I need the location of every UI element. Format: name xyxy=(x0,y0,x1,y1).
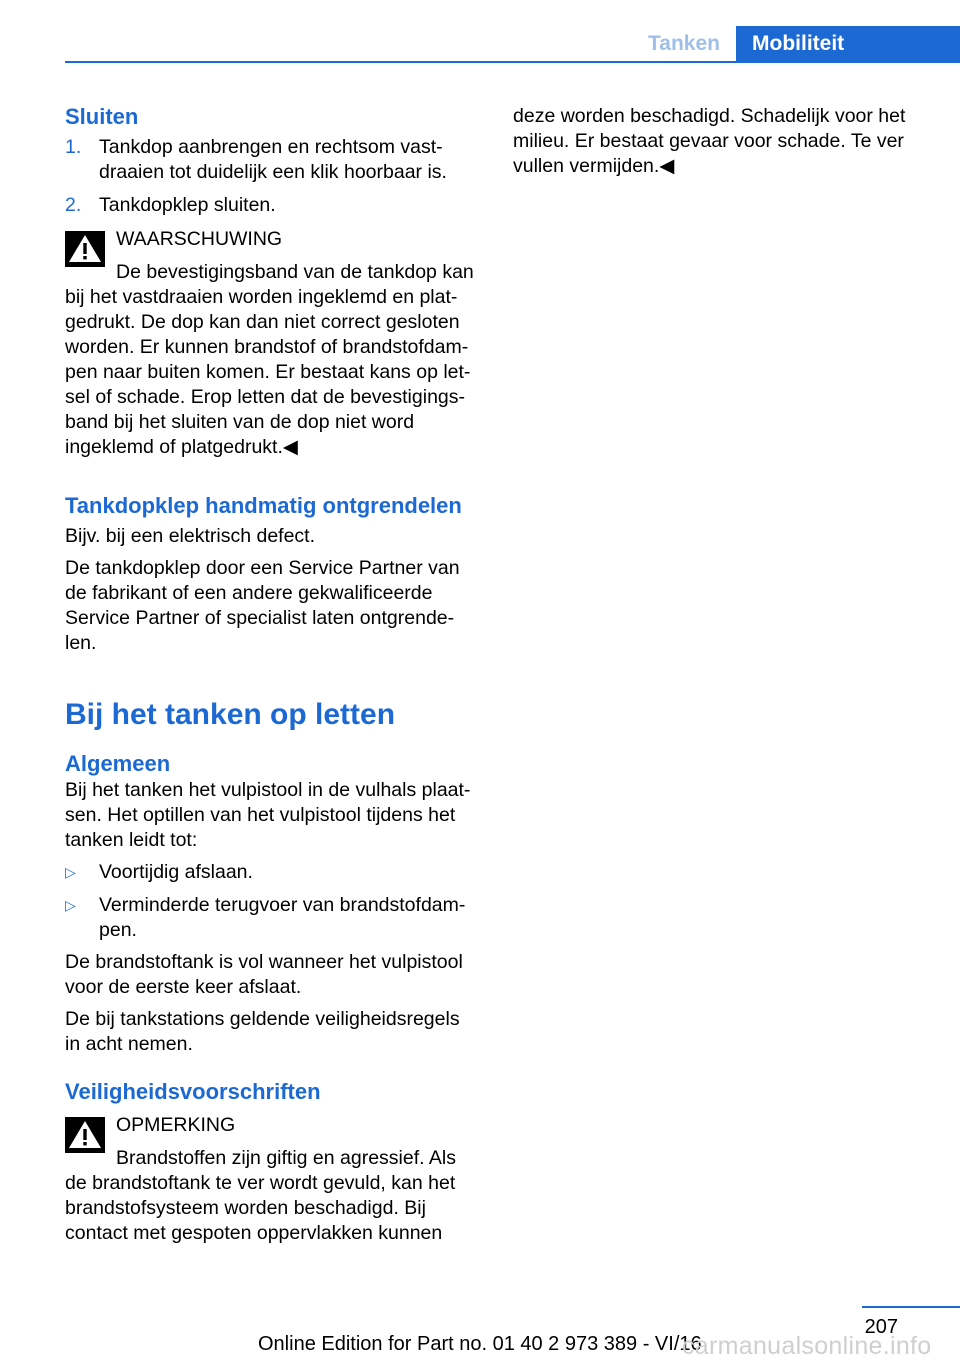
list-item xyxy=(65,860,483,885)
warning-title: OPMERKING xyxy=(116,1114,236,1136)
list-item xyxy=(65,135,483,185)
paragraph-line: tanken leidt tot: xyxy=(65,829,198,851)
paragraph-line: De bij tankstations geldende veiligheidsregels xyxy=(65,1008,460,1030)
header-rule xyxy=(65,61,960,63)
list-number: 1. xyxy=(65,136,82,158)
list-text: Voortijdig afslaan. xyxy=(99,861,253,883)
paragraph-line: Service Partner of specialist laten ontgrende- xyxy=(65,607,455,629)
paragraph xyxy=(65,1007,483,1057)
edition-footer: Online Edition for Part no. 01 40 2 973 389 - VI/16 xyxy=(258,1333,702,1355)
paragraph-line: milieu. Er bestaat gevaar voor schade. Te ver xyxy=(513,130,904,152)
paragraph xyxy=(65,950,483,1000)
warning-text: contact met gespoten oppervlakken kunnen xyxy=(65,1222,443,1244)
tab-tanken[interactable]: Tanken xyxy=(648,31,720,55)
paragraph xyxy=(65,556,483,656)
warning-icon xyxy=(65,231,105,267)
warning-text: bij het vastdraaien worden ingeklemd en plat- xyxy=(65,286,458,308)
list-text: draaien tot duidelijk een klik hoorbaar is. xyxy=(99,161,447,183)
warning-text: band bij het sluiten van de dop niet word xyxy=(65,411,415,433)
warning-text: worden. Er kunnen brandstof of brandstofdam- xyxy=(65,336,469,358)
list-number: 2. xyxy=(65,194,82,216)
warning-text: De bevestigingsband van de tankdop kan xyxy=(116,261,474,283)
paragraph-line: len. xyxy=(65,632,97,654)
paragraph-line: De tankdopklep door een Service Partner van xyxy=(65,557,460,579)
right-column xyxy=(513,104,923,179)
warning-text: brandstofsysteem worden beschadigd. Bij xyxy=(65,1197,426,1219)
page-number: 207 xyxy=(864,1316,898,1338)
watermark: carmanualsonline.info xyxy=(682,1332,932,1360)
warning-box xyxy=(65,1113,483,1246)
heading-bij-het-tanken: Bij het tanken op letten xyxy=(65,698,396,731)
paragraph-line: De brandstoftank is vol wanneer het vulpistool xyxy=(65,951,463,973)
paragraph-line: deze worden beschadigd. Schadelijk voor het xyxy=(513,105,906,127)
paragraph-line: Bij het tanken het vulpistool in de vulhals plaat- xyxy=(65,779,471,801)
paragraph-line: voor de eerste keer afslaat. xyxy=(65,976,302,998)
warning-text: gedrukt. De dop kan dan niet correct gesloten xyxy=(65,311,460,333)
warning-text: ingeklemd of platgedrukt.◀ xyxy=(65,436,298,458)
heading-handmatig: Tankdopklep handmatig ontgrendelen xyxy=(65,493,462,518)
list-text: pen. xyxy=(99,919,137,941)
tab-mobiliteit[interactable]: Mobiliteit xyxy=(736,26,960,61)
warning-title: WAARSCHUWING xyxy=(116,228,283,250)
triangle-bullet-icon: ▷ xyxy=(65,897,76,913)
warning-box xyxy=(65,227,483,460)
warning-text: de brandstoftank te ver wordt gevuld, kan het xyxy=(65,1172,456,1194)
triangle-bullet-icon: ▷ xyxy=(65,864,76,880)
heading-sluiten: Sluiten xyxy=(65,104,139,129)
left-column xyxy=(65,100,483,1246)
list-text: Tankdop aanbrengen en rechtsom vast- xyxy=(99,136,443,158)
paragraph-line: in acht nemen. xyxy=(65,1033,193,1055)
warning-icon xyxy=(65,1117,105,1153)
list-item xyxy=(65,893,483,943)
warning-text: sel of schade. Erop letten dat de bevestigings- xyxy=(65,386,465,408)
list-text: Tankdopklep sluiten. xyxy=(99,194,276,216)
list-item xyxy=(65,193,483,218)
paragraph-line: vullen vermijden.◀ xyxy=(513,155,675,177)
paragraph: Bijv. bij een elektrisch defect. xyxy=(65,525,316,547)
heading-veiligheid: Veiligheidsvoorschriften xyxy=(65,1079,321,1104)
list-text: Verminderde terugvoer van brandstofdam- xyxy=(99,894,466,916)
heading-algemeen: Algemeen xyxy=(65,751,171,776)
footer-rule xyxy=(862,1306,960,1308)
warning-text: pen naar buiten komen. Er bestaat kans op let- xyxy=(65,361,471,383)
paragraph-line: sen. Het optillen van het vulpistool tijdens het xyxy=(65,804,456,826)
warning-text: Brandstoffen zijn giftig en agressief. Als xyxy=(116,1147,457,1169)
paragraph xyxy=(65,778,483,853)
paragraph-line: de fabrikant of een andere gekwalificeerde xyxy=(65,582,433,604)
